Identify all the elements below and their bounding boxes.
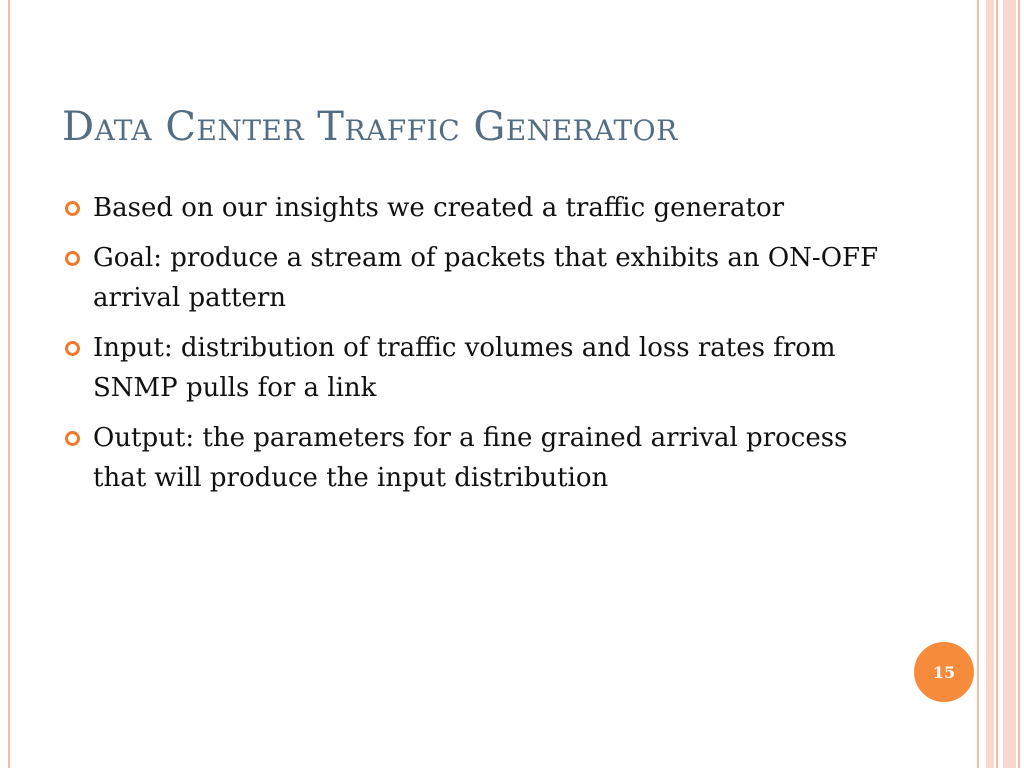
right-border-stripe (1018, 0, 1020, 768)
bullet-item (62, 238, 892, 318)
ring-bullet-icon (65, 201, 80, 216)
ring-bullet-icon (65, 341, 80, 356)
slide-title: Data Center Traffic Generator (62, 104, 678, 150)
page-number-badge: 15 (914, 642, 974, 702)
left-border-line (8, 0, 10, 768)
bullet-item (62, 328, 892, 408)
bullet-text: Based on our insights we created a traffic generator (93, 193, 785, 223)
bullet-text: Goal: produce a stream of packets that exhibits an ON-OFF arrival pattern (93, 243, 879, 313)
ring-bullet-icon (65, 251, 80, 266)
bullet-text: Output: the parameters for a fine grained arrival process that will produce the input distribution (93, 423, 848, 493)
right-border-stripe (996, 0, 998, 768)
bullet-list (62, 188, 892, 508)
right-border-band (1003, 0, 1016, 768)
right-border-stripe (977, 0, 979, 768)
bullet-item (62, 418, 892, 498)
bullet-text: Input: distribution of traffic volumes and loss rates from SNMP pulls for a link (93, 333, 836, 403)
ring-bullet-icon (65, 431, 80, 446)
right-border-band (986, 0, 994, 768)
bullet-item (62, 188, 892, 228)
